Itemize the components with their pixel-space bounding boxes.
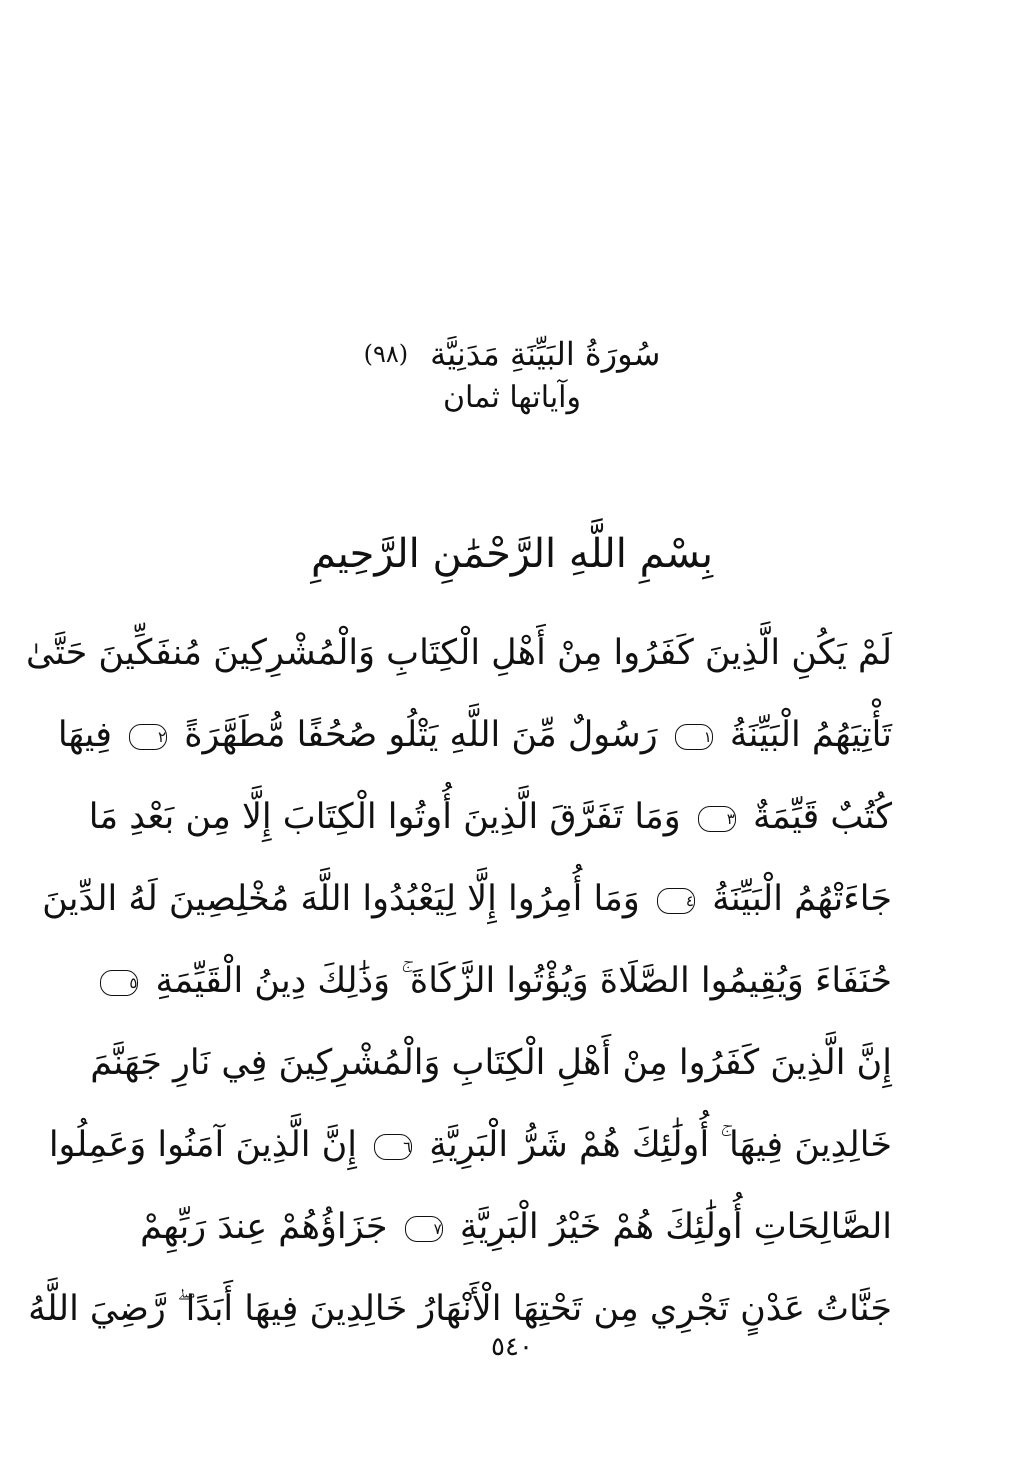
surah-number: (٩٨) xyxy=(363,340,409,368)
ayah-number-marker: ٢ xyxy=(129,724,167,750)
ayah-number-marker: ١ xyxy=(675,724,713,750)
verse-text: كُتُبٌ قَيِّمَةٌ xyxy=(752,797,892,837)
verse-text: رَسُولٌ مِّنَ اللَّهِ يَتْلُو صُحُفًا مُّطَهَّرَةً xyxy=(184,715,658,755)
verse-text: وَمَا تَفَرَّقَ الَّذِينَ أُوتُوا الْكِتَابَ إِلَّا مِن بَعْدِ مَا xyxy=(88,797,681,837)
verse-text: تَأْتِيَهُمُ الْبَيِّنَةُ xyxy=(729,715,892,755)
verse-text: الصَّالِحَاتِ أُولَٰئِكَ هُمْ خَيْرُ الْبَرِيَّةِ xyxy=(459,1207,892,1247)
verse-line xyxy=(140,1186,892,1268)
verses-block xyxy=(25,612,892,1350)
verse-text: فِيهَا xyxy=(57,715,112,755)
verse-line xyxy=(90,1022,892,1104)
verse-text: حُنَفَاءَ وَيُقِيمُوا الصَّلَاةَ وَيُؤْتُوا الزَّكَاةَ ۚ وَذَٰلِكَ دِينُ الْقَيِّمَةِ xyxy=(155,961,892,1001)
verse-text: جَاءَتْهُمُ الْبَيِّنَةُ xyxy=(712,879,892,919)
verse-text: إِنَّ الَّذِينَ كَفَرُوا مِنْ أَهْلِ الْكِتَابِ وَالْمُشْرِكِينَ فِي نَارِ جَهَنَّمَ xyxy=(90,1043,892,1083)
page-number: ٥٤٠ xyxy=(491,1332,533,1362)
ayah-number-marker: ٤ xyxy=(657,888,695,914)
ayah-number-marker: ٥ xyxy=(100,970,138,996)
ayah-number-marker: ٧ xyxy=(405,1216,443,1242)
verse-line xyxy=(57,694,892,776)
verse-line xyxy=(48,1104,892,1186)
ayah-number-marker: ٣ xyxy=(698,806,736,832)
verse-text: وَمَا أُمِرُوا إِلَّا لِيَعْبُدُوا اللَّهَ مُخْلِصِينَ لَهُ الدِّينَ xyxy=(42,879,640,919)
verse-line xyxy=(42,858,892,940)
surah-title-line xyxy=(312,332,712,376)
verse-line xyxy=(129,940,892,1022)
verse-text: جَنَّاتُ عَدْنٍ تَجْرِي مِن تَحْتِهَا الْأَنْهَارُ خَالِدِينَ فِيهَا أَبَدًا ۖ رَّضِيَ اللَّهُ xyxy=(28,1289,892,1329)
verse-text: إِنَّ الَّذِينَ آمَنُوا وَعَمِلُوا xyxy=(48,1125,358,1165)
verse-line xyxy=(25,612,892,694)
verse-text: لَمْ يَكُنِ الَّذِينَ كَفَرُوا مِنْ أَهْلِ الْكِتَابِ وَالْمُشْرِكِينَ مُنفَكِّينَ حَتَّىٰ xyxy=(25,633,892,673)
verse-text: خَالِدِينَ فِيهَا ۚ أُولَٰئِكَ هُمْ شَرُّ الْبَرِيَّةِ xyxy=(429,1125,892,1165)
surah-header xyxy=(312,332,712,418)
basmala: بِسْمِ اللَّهِ الرَّحْمَٰنِ الرَّحِيمِ xyxy=(310,531,714,577)
verse-line xyxy=(88,776,892,858)
verse-text: جَزَاؤُهُمْ عِندَ رَبِّهِمْ xyxy=(140,1207,388,1247)
ayah-number-marker: ٦ xyxy=(374,1134,412,1160)
surah-title: سُورَةُ البَيِّنَةِ مَدَنِيَّة xyxy=(430,335,661,373)
surah-verse-count: وآياتها ثمان xyxy=(442,380,582,415)
